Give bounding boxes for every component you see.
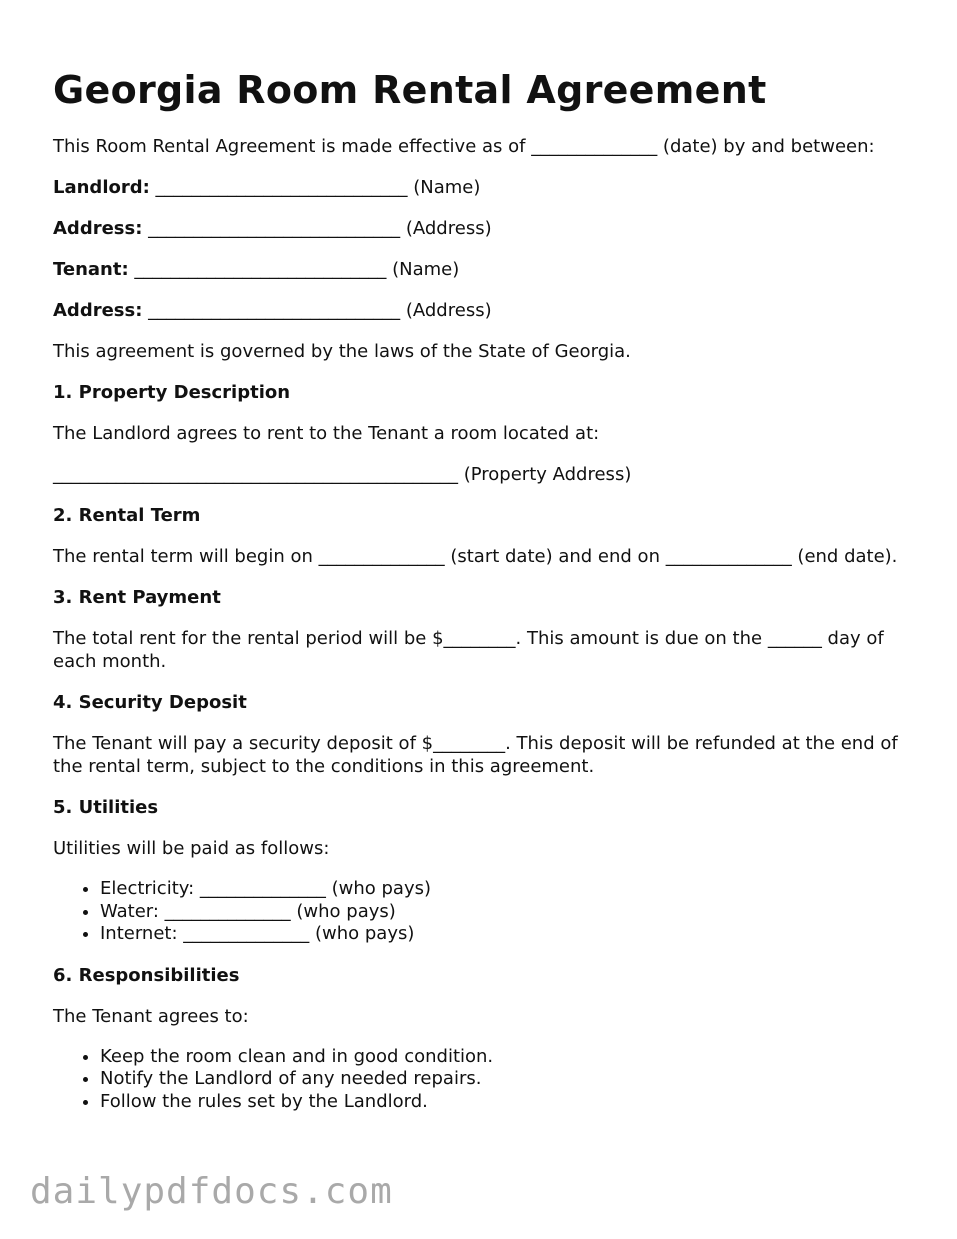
- rent-paragraph: The total rent for the rental period will be $________. This amount is due on the ______ day of each month.: [53, 628, 884, 672]
- section-heading-term: 2. Rental Term: [53, 505, 201, 526]
- list-item: • Internet: ______________ (who pays): [100, 923, 913, 946]
- utilities-paragraph: Utilities will be paid as follows:: [53, 838, 330, 859]
- tenant-address-label: Address:: [53, 300, 143, 321]
- property-paragraph: The Landlord agrees to rent to the Tenant a room located at:: [53, 423, 600, 444]
- section-heading-deposit: 4. Security Deposit: [53, 692, 247, 713]
- list-item: • Electricity: ______________ (who pays): [100, 878, 913, 901]
- term-paragraph: The rental term will begin on ______________ (start date) and end on ______________ (end date).: [53, 546, 898, 567]
- list-item: • Keep the room clean and in good condition.: [100, 1046, 913, 1069]
- section-heading-utilities: 5. Utilities: [53, 797, 159, 818]
- list-item: • Notify the Landlord of any needed repairs.: [100, 1068, 913, 1091]
- landlord-label: Landlord:: [53, 177, 150, 198]
- utilities-list: [53, 878, 913, 946]
- document-page: [53, 62, 913, 1131]
- landlord-name-line: [53, 176, 913, 199]
- responsibilities-list: [53, 1046, 913, 1114]
- document-title: Georgia Room Rental Agreement: [53, 68, 767, 112]
- responsibilities-paragraph: The Tenant agrees to:: [53, 1005, 249, 1027]
- watermark: dailypdfdocs.com: [30, 1171, 393, 1212]
- landlord-address-label: Address:: [53, 218, 143, 239]
- tenant-address-line: [53, 299, 913, 322]
- tenant-label: Tenant:: [53, 259, 129, 280]
- deposit-paragraph: The Tenant will pay a security deposit of $________. This deposit will be refunded at the end of the rental term, subject to the conditions in this agreement.: [53, 733, 898, 777]
- list-item: • Follow the rules set by the Landlord.: [100, 1091, 913, 1114]
- tenant-name-line: [53, 258, 913, 281]
- governing-law-paragraph: This agreement is governed by the laws of the State of Georgia.: [53, 341, 631, 362]
- section-heading-rent: 3. Rent Payment: [53, 587, 221, 608]
- tenant-name-blank: ____________________________ (Name): [128, 259, 460, 280]
- list-item: • Water: ______________ (who pays): [100, 901, 913, 924]
- section-heading-responsibilities: 6. Responsibilities: [53, 964, 240, 986]
- landlord-name-blank: ____________________________ (Name): [149, 177, 481, 198]
- intro-paragraph: This Room Rental Agreement is made effective as of ______________ (date) by and between:: [53, 136, 875, 157]
- landlord-address-line: [53, 217, 913, 240]
- landlord-address-blank: ____________________________ (Address): [142, 218, 492, 239]
- tenant-address-blank: ____________________________ (Address): [142, 300, 492, 321]
- property-address-line: _____________________________________________ (Property Address): [53, 464, 632, 485]
- section-heading-property: 1. Property Description: [53, 382, 291, 403]
